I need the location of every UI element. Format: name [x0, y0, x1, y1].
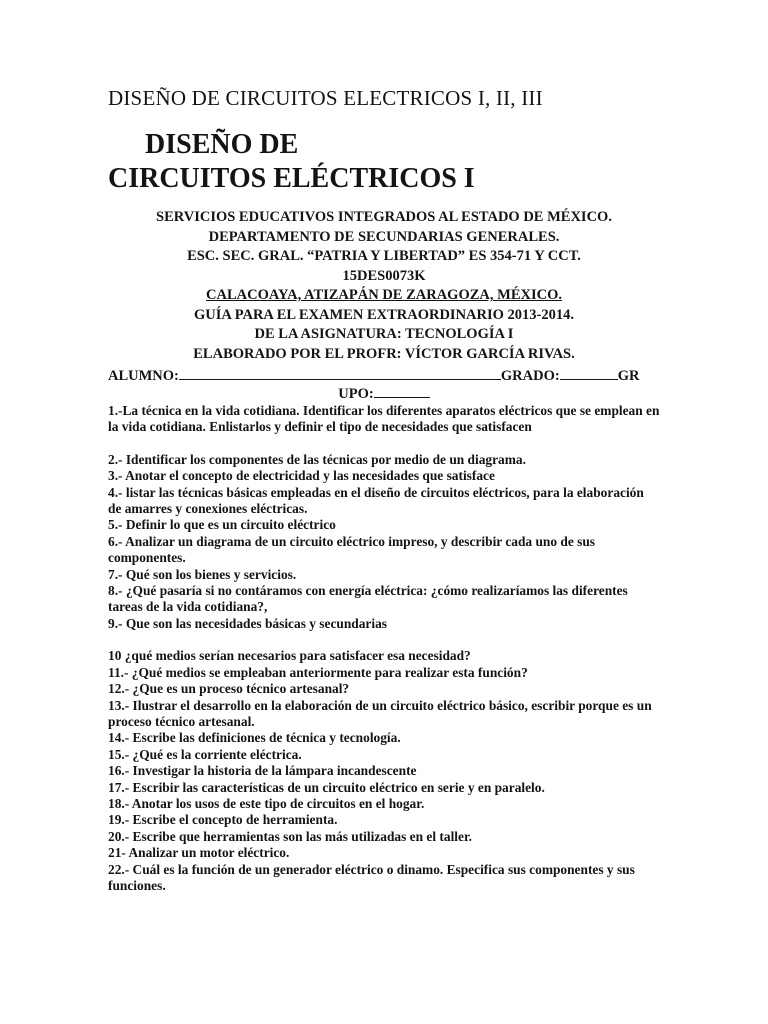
- question-item: 22.- Cuál es la función de un generador eléctrico o dinamo. Especifica sus componentes y sus funciones.: [108, 861, 635, 893]
- question-item: 13.- Ilustrar el desarrollo en la elaboración de un circuito eléctrico básico, escribir porque es un proceso técnico artesanal.: [108, 697, 652, 729]
- question-item: 5.- Definir lo que es un circuito eléctrico: [108, 517, 336, 533]
- question-item: 12.- ¿Que es un proceso técnico artesanal?: [108, 681, 350, 697]
- question-item: 8.- ¿Qué pasaría si no contáramos con energía eléctrica: ¿cómo realizaríamos las diferentes tareas de la vida cotidiana?,: [108, 583, 628, 615]
- grado-blank[interactable]: [560, 367, 618, 380]
- school-location: CALACOAYA, ATIZAPÁN DE ZARAGOZA, MÉXICO.: [206, 287, 562, 303]
- question-item: 16.- Investigar la historia de la lámpara incandescente: [108, 763, 417, 779]
- document-top-title: DISEÑO DE CIRCUITOS ELECTRICOS I, II, III: [108, 86, 543, 110]
- question-item: 2.- Identificar los componentes de las técnicas por medio de un diagrama.: [108, 451, 526, 467]
- school-line-4: 15DES0073K: [342, 267, 426, 284]
- question-item: 19.- Escribe el concepto de herramienta.: [108, 812, 338, 828]
- exam-guide-title: GUÍA PARA EL EXAMEN EXTRAORDINARIO 2013-2014.: [194, 306, 574, 323]
- spacer: [108, 436, 660, 452]
- question-item: 18.- Anotar los usos de este tipo de circuitos en el hogar.: [108, 795, 425, 811]
- question-item: 17.- Escribir las características de un circuito eléctrico en serie y en paralelo.: [108, 779, 545, 795]
- student-info-row: [108, 367, 660, 386]
- school-line-3: ESC. SEC. GRAL. “PATRIA Y LIBERTAD” ES 354-71 Y CCT.: [187, 248, 581, 264]
- student-info-row-2: [108, 385, 660, 404]
- question-item: 9.- Que son las necesidades básicas y secundarias: [108, 615, 387, 631]
- main-title-line-2: CIRCUITOS ELÉCTRICOS I: [108, 163, 475, 194]
- author-line: ELABORADO POR EL PROFR: VÍCTOR GARCÍA RIVAS.: [193, 345, 575, 362]
- question-item: 15.- ¿Qué es la corriente eléctrica.: [108, 746, 302, 762]
- main-title-line-1: DISEÑO DE: [145, 129, 299, 160]
- question-item: 10 ¿qué medios serían necesarios para satisfacer esa necesidad?: [108, 648, 471, 664]
- subject-line: DE LA ASIGNATURA: TECNOLOGÍA I: [254, 326, 514, 342]
- question-item: 20.- Escribe que herramientas son las más utilizadas en el taller.: [108, 828, 473, 844]
- spacer: [108, 632, 660, 648]
- grupo-label-part1: GR: [617, 368, 640, 384]
- question-item: 7.- Qué son los bienes y servicios.: [108, 566, 297, 582]
- question-item: 6.- Analizar un diagrama de un circuito eléctrico impreso, y describir cada uno de sus componentes.: [108, 533, 596, 566]
- question-item: 14.- Escribe las definiciones de técnica y tecnología.: [108, 730, 401, 746]
- question-item: 21- Analizar un motor eléctrico.: [108, 845, 290, 861]
- grupo-blank[interactable]: [374, 385, 430, 398]
- main-title: [108, 128, 475, 196]
- question-item: 11.- ¿Qué medios se empleaban anteriormente para realizar esta función?: [108, 664, 528, 680]
- question-list: [108, 403, 660, 894]
- grado-label: GRADO:: [500, 368, 560, 384]
- question-item: 4.- listar las técnicas básicas empleadas en el diseño de circuitos eléctricos, para la elaboración de amarres y conexiones eléctricas.: [108, 484, 644, 517]
- school-line-1: SERVICIOS EDUCATIVOS INTEGRADOS AL ESTADO DE MÉXICO.: [156, 209, 612, 225]
- alumno-blank[interactable]: [179, 367, 501, 380]
- school-header: [108, 208, 660, 364]
- grupo-label-part2: UPO:: [338, 386, 374, 402]
- question-item: 1.-La técnica en la vida cotidiana. Identificar los diferentes aparatos eléctricos que se emplean en la vida cotidiana. Enlistarlos y definir el tipo de necesidades que satisfacen: [108, 403, 660, 435]
- question-item: 3.- Anotar el concepto de electricidad y las necesidades que satisface: [108, 468, 495, 484]
- alumno-label: ALUMNO:: [108, 368, 179, 384]
- school-line-2: DEPARTAMENTO DE SECUNDARIAS GENERALES.: [208, 228, 560, 245]
